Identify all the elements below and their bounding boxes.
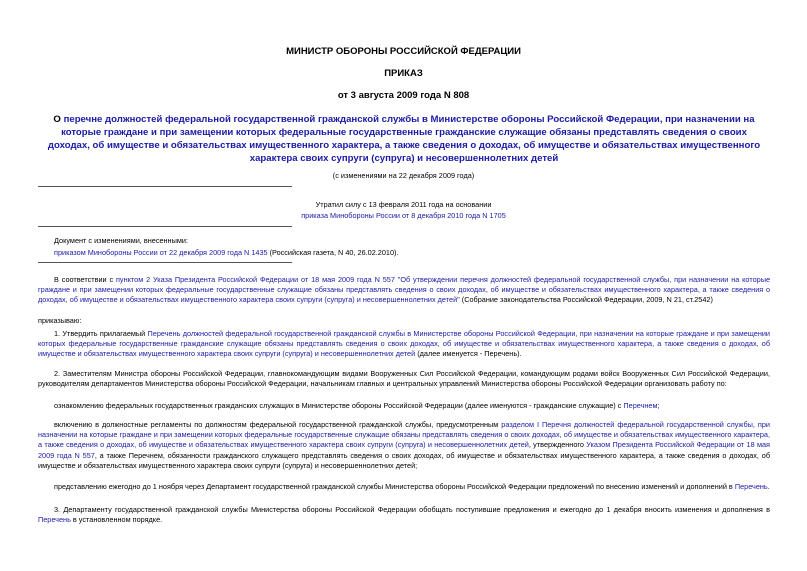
doc-changes-tail: (Российская газета, N 40, 26.02.2010). <box>267 248 399 257</box>
lost-force-link[interactable]: приказа Минобороны России от 8 декабря 2010 года N 1705 <box>301 211 506 220</box>
item-2c-paragraph <box>38 482 770 492</box>
item-2c-link[interactable]: Перечень <box>734 482 768 491</box>
title-prefix: О <box>53 114 64 125</box>
item-3-text: 3. Департаменту государственной гражданской службы Министерства обороны Российской Федерации обобщать поступившие предложения и ежегодно до 1 декабря вносить изменения и дополнения в <box>54 505 770 514</box>
item-2b-link-2[interactable]: Указом Президента Российской Федерации от 18 мая 2009 года N 557 <box>38 440 770 460</box>
item-3-paragraph <box>38 505 770 525</box>
lost-force-note <box>0 199 807 221</box>
date-number-heading: от 3 августа 2009 года N 808 <box>337 90 470 101</box>
item-2b-text: включению в должностные регламенты по должностям федеральной государственной гражданской службы, предусмотренным <box>54 420 502 429</box>
item-2a-text: ознакомлению федеральных государственных гражданских служащих в Министерстве обороны Российской Федерации (далее именуются - гражданские служащие) с <box>54 401 624 410</box>
item-2a-paragraph <box>38 401 770 411</box>
preamble-text-tail: (Собрание законодательства Российской Федерации, 2009, N 21, ст.2542) <box>459 295 713 305</box>
order-word: приказываю: <box>38 316 82 325</box>
item-2a-link[interactable]: Перечнем <box>623 401 658 410</box>
item-2b-paragraph <box>38 420 770 471</box>
doc-changes-block <box>54 235 399 259</box>
item-2a-tail: ; <box>657 401 660 410</box>
document-title <box>46 113 762 165</box>
preamble-text: В соответствии с <box>54 275 116 284</box>
divider <box>38 226 292 227</box>
item-2b-mid: , утвержденного <box>528 440 587 450</box>
item-1-paragraph <box>38 329 770 360</box>
divider <box>38 186 292 187</box>
doc-changes-label: Документ с изменениями, внесенными: <box>54 236 188 245</box>
preamble-link[interactable]: пунктом 2 Указа Президента Российской Федерации от 18 мая 2009 года N 557 "Об утверждении перечня должностей федеральной государственной службы, при назначении на которые граждане и при замещении которых федеральные государственные служащие обязаны представлять сведения о своих доходах, об имуществе и обязательствах имущественного характера, а также сведения о доходах, об имуществе и обязательствах имущественного характера своих супруги (супруга) и несовершеннолетних детей" <box>38 275 771 305</box>
doc-type-heading: ПРИКАЗ <box>384 68 423 79</box>
title-link[interactable]: перечне должностей федеральной государственной гражданской службы в Министерстве обороны Российской Федерации, при назначении на которые граждане и при замещении которых федеральные государственные гражданские служащие обязаны представлять сведения о своих доходах, об имуществе и обязательствах имущественного характера, а также сведения о доходах, об имуществе и обязательствах имущественного характера своих супруги (супруга) и несовершеннолетних детей <box>47 114 761 164</box>
item-2-paragraph: 2. Заместителям Министра обороны Российской Федерации, главнокомандующим видами Вооруженных Сил Российской Федерации, командующим родами войск Вооруженных Сил Российской Федерации, руководителям департаментов Министерства обороны Российской Федерации, начальникам главных и центральных управлений Министерства обороны Российской Федерации организовать работу по: <box>38 369 770 389</box>
item-1-text: 1. Утвердить прилагаемый <box>54 329 148 338</box>
item-1-tail: (далее именуется - Перечень). <box>415 349 522 359</box>
ministry-heading: МИНИСТР ОБОРОНЫ РОССИЙСКОЙ ФЕДЕРАЦИИ <box>286 46 521 57</box>
item-2c-tail: . <box>767 482 770 491</box>
doc-changes-link[interactable]: приказом Минобороны России от 22 декабря 2009 года N 1435 <box>54 248 268 257</box>
item-2b-link-1[interactable]: разделом I Перечня должностей федеральной государственной службы, при назначении на которые граждане и при замещении которых федеральные государственные служащие обязаны представлять сведения о своих доходах, об имуществе и обязательствах имущественного характера, а также сведения о доходах, об имуществе и обязательствах имущественного характера своих супруги (супруга) и несовершеннолетних детей <box>38 420 770 450</box>
divider <box>38 262 292 263</box>
item-3-tail: в установленном порядке. <box>70 515 163 525</box>
changes-note: (с изменениями на 22 декабря 2009 года) <box>332 171 475 180</box>
lost-force-line: Утратил силу с 13 февраля 2011 года на основании <box>315 200 492 209</box>
item-2b-tail: , а также Перечнем, обязанности гражданского служащего представлять сведения о своих доходах, об имуществе и обязательствах имущественного характера, а также сведения о доходах, об имуществе и обязательствах имущественного характера своих супруги (супруга) и несовершеннолетних детей; <box>38 450 770 470</box>
preamble-paragraph <box>38 275 770 306</box>
item-3-link[interactable]: Перечень <box>38 515 71 525</box>
item-1-link[interactable]: Перечень должностей федеральной государственной гражданской службы в Министерстве обороны Российской Федерации, при назначении на которые граждане и при замещении которых федеральные государственные гражданские служащие обязаны представлять сведения о своих доходах, об имуществе и обязательствах имущественного характера, а также сведения о доходах, об имуществе и обязательствах имущественного характера своих супруги (супруга) и несовершеннолетних детей <box>38 329 770 359</box>
item-2c-text: представлению ежегодно до 1 ноября через Департамент государственной гражданской службы Министерства обороны Российской Федерации предложений по внесению изменений и дополнений в <box>54 482 735 491</box>
